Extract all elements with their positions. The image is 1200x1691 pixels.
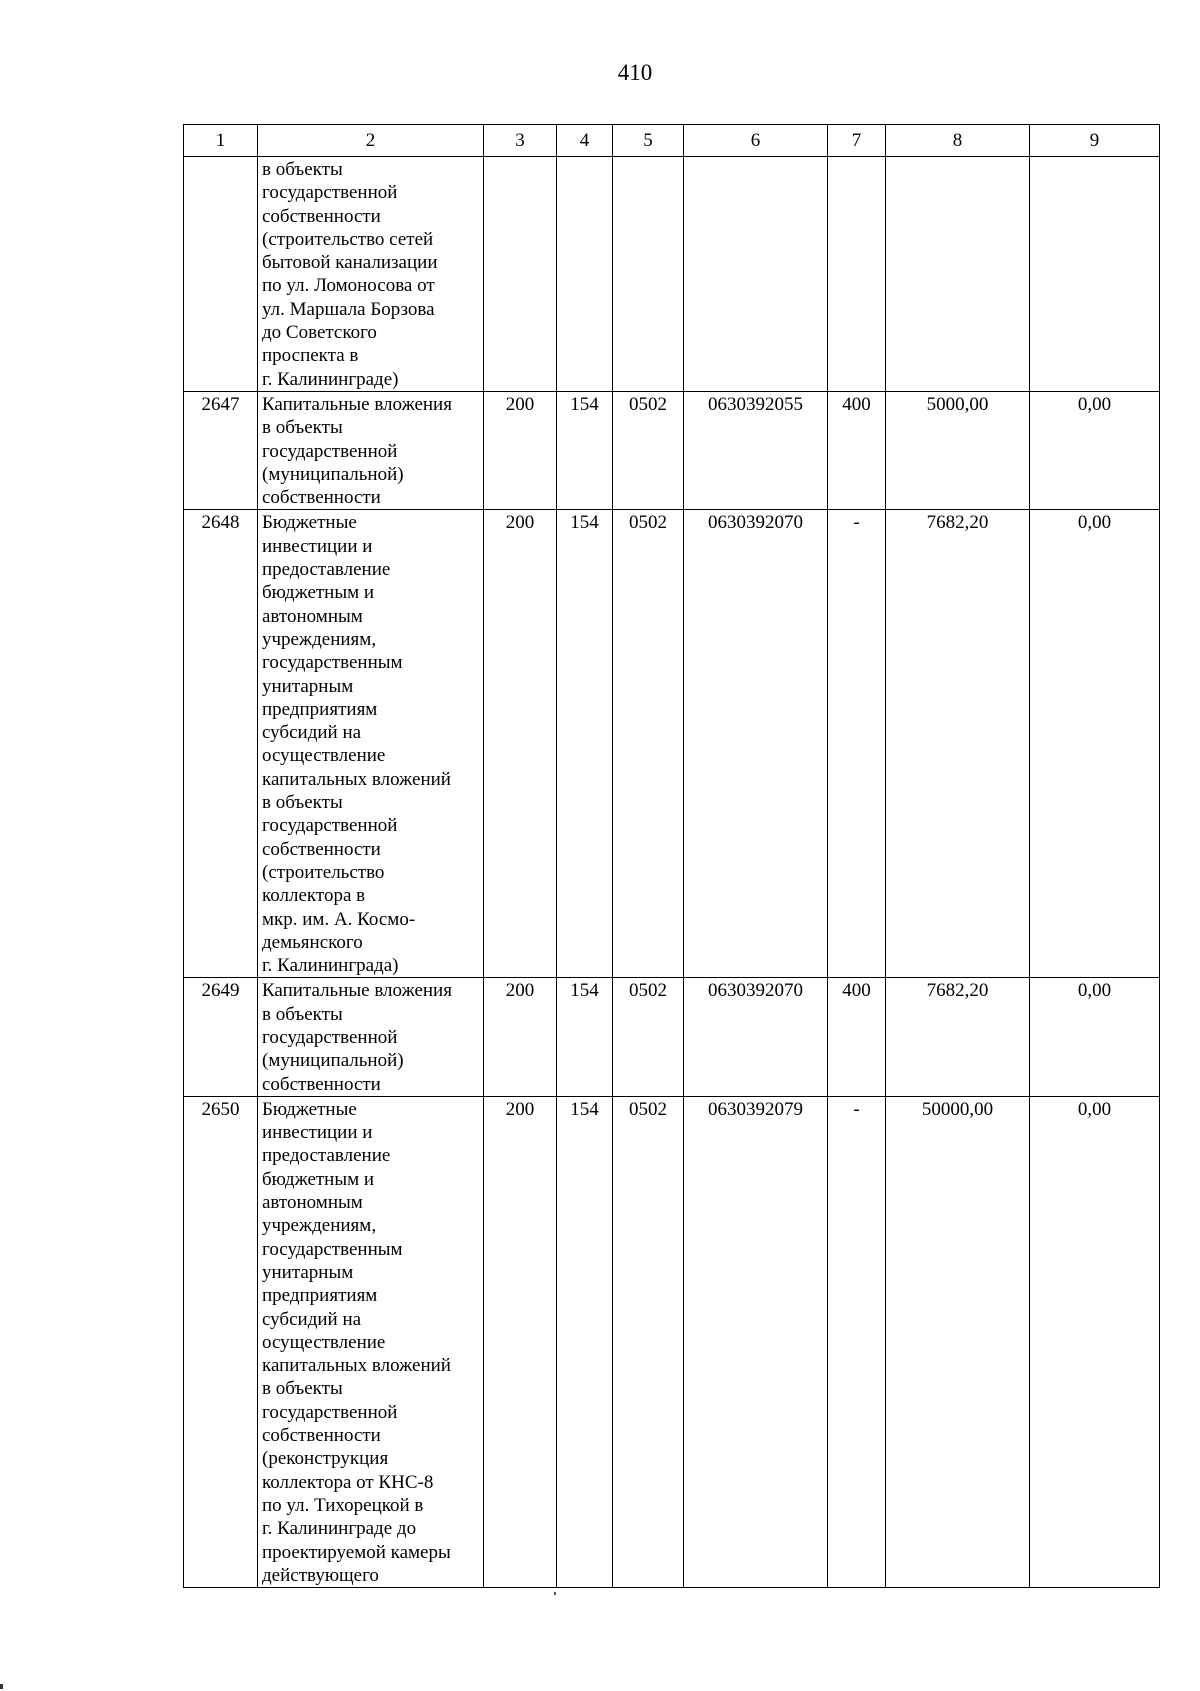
col-header-5: 5 — [613, 125, 684, 157]
row-c8: 5000,00 — [886, 391, 1030, 509]
row-c9 — [1030, 157, 1160, 392]
row-c4: 154 — [557, 1096, 613, 1587]
row-c5: 0502 — [613, 391, 684, 509]
row-c7 — [828, 157, 886, 392]
table-row — [184, 391, 1160, 509]
row-c5: 0502 — [613, 978, 684, 1096]
row-id — [184, 157, 258, 392]
row-id: 2650 — [184, 1096, 258, 1587]
col-header-2: 2 — [258, 125, 484, 157]
row-name-text: Капитальные вложения в объекты государственной (муниципальной) собственности — [262, 980, 452, 1095]
row-name-text: в объекты государственной собственности (строительство сетей бытовой канализации по ул. Ломоносова от ул. Маршала Борзова до Советского проспекта в г. Калининграде) — [262, 159, 438, 390]
col-header-8: 8 — [886, 125, 1030, 157]
col-header-9: 9 — [1030, 125, 1160, 157]
row-id: 2647 — [184, 391, 258, 509]
table-row — [184, 978, 1160, 1096]
header-row — [184, 125, 1160, 157]
row-name — [258, 978, 484, 1096]
row-c6: 0630392055 — [684, 391, 828, 509]
col-header-3: 3 — [484, 125, 557, 157]
row-c9: 0,00 — [1030, 391, 1160, 509]
row-c7: - — [828, 1096, 886, 1587]
row-c6: 0630392070 — [684, 510, 828, 978]
col-header-1: 1 — [184, 125, 258, 157]
row-c5: 0502 — [613, 1096, 684, 1587]
col-header-7: 7 — [828, 125, 886, 157]
row-c8: 7682,20 — [886, 510, 1030, 978]
table-row — [184, 1096, 1160, 1587]
table-row — [184, 510, 1160, 978]
row-c8 — [886, 157, 1030, 392]
row-name-text: Капитальные вложения в объекты государственной (муниципальной) собственности — [262, 393, 452, 509]
row-c4: 154 — [557, 510, 613, 978]
row-c4: 154 — [557, 391, 613, 509]
row-id: 2649 — [184, 978, 258, 1096]
row-name — [258, 157, 484, 392]
row-name — [258, 510, 484, 978]
row-c5: 0502 — [613, 510, 684, 978]
scan-corner-mark — [0, 1684, 3, 1689]
col-header-4: 4 — [557, 125, 613, 157]
row-c3: 200 — [484, 391, 557, 509]
row-c4: 154 — [557, 978, 613, 1096]
row-c7: 400 — [828, 391, 886, 509]
row-name-text: Бюджетные инвестиции и предоставление бюджетным и автономным учреждениям, государственным унитарным предприятиям субсидий на осуществление капитальных вложений в объекты государственной собственности (строительство коллектора в мкр. им. А. Космо- демьянского г. Калининграда) — [262, 512, 451, 977]
row-name — [258, 391, 484, 509]
row-c9: 0,00 — [1030, 978, 1160, 1096]
row-c3 — [484, 157, 557, 392]
col-header-6: 6 — [684, 125, 828, 157]
table-row — [184, 157, 1160, 392]
scan-speck — [554, 1592, 556, 1595]
row-c4 — [557, 157, 613, 392]
page-number: 410 — [617, 60, 653, 85]
row-c9: 0,00 — [1030, 1096, 1160, 1587]
row-c9: 0,00 — [1030, 510, 1160, 978]
row-c8: 50000,00 — [886, 1096, 1030, 1587]
row-name — [258, 1096, 484, 1587]
budget-table — [183, 124, 1160, 1588]
row-c8: 7682,20 — [886, 978, 1030, 1096]
row-c3: 200 — [484, 1096, 557, 1587]
row-c3: 200 — [484, 510, 557, 978]
row-c5 — [613, 157, 684, 392]
row-c7: - — [828, 510, 886, 978]
row-id: 2648 — [184, 510, 258, 978]
row-c3: 200 — [484, 978, 557, 1096]
row-c6: 0630392070 — [684, 978, 828, 1096]
row-c6: 0630392079 — [684, 1096, 828, 1587]
row-name-text: Бюджетные инвестиции и предоставление бюджетным и автономным учреждениям, государственным унитарным предприятиям субсидий на осуществление капитальных вложений в объекты государственной собственности (реконструкция коллектора от КНС-8 по ул. Тихорецкой в г. Калининграде до проектируемой камеры действующего — [262, 1098, 451, 1586]
row-c6 — [684, 157, 828, 392]
row-c7: 400 — [828, 978, 886, 1096]
